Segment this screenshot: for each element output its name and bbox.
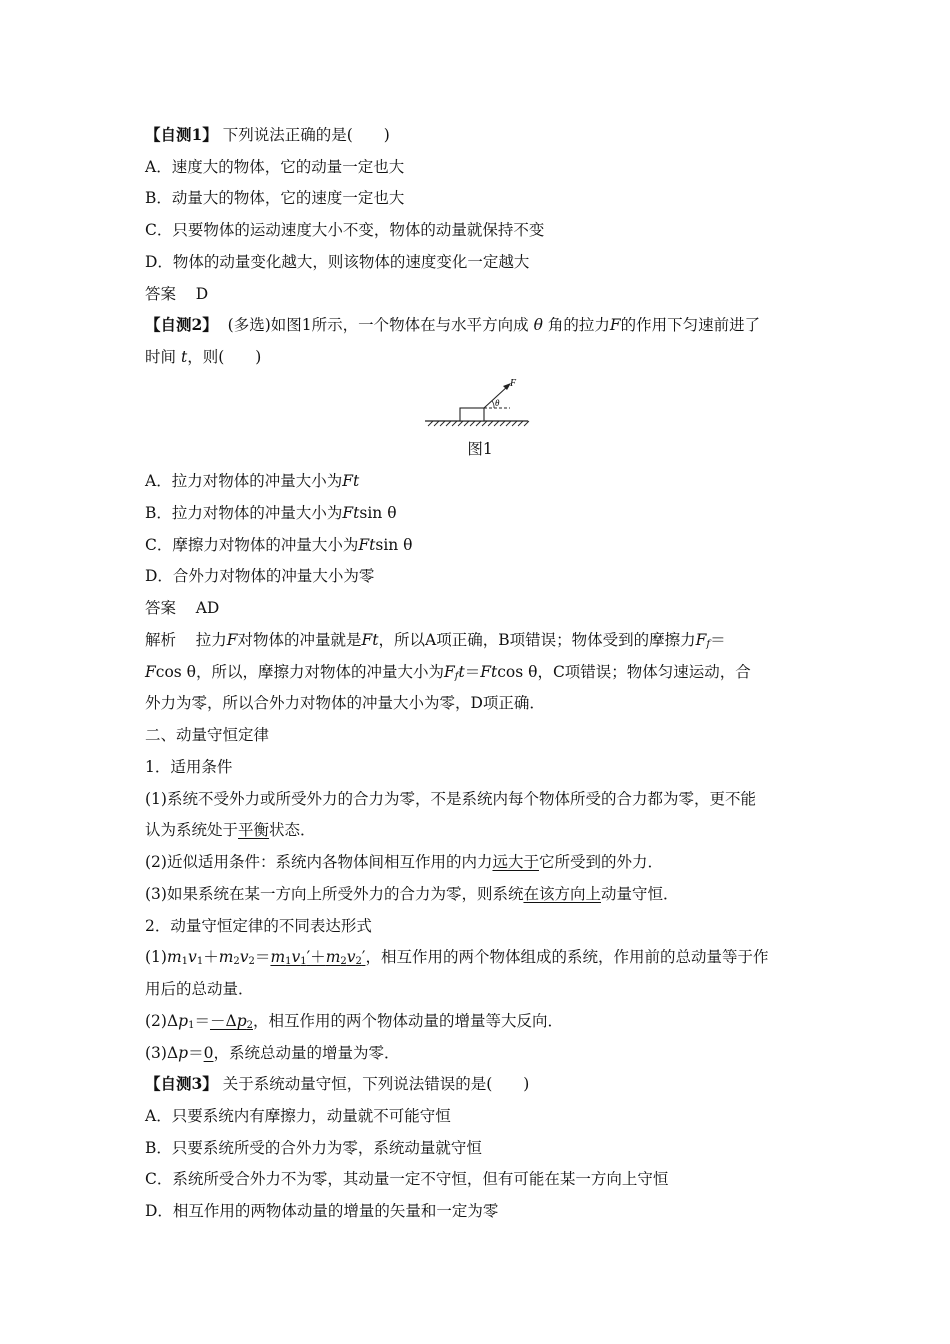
q2-stem-line-2 [145, 346, 810, 368]
q2-analysis-var: t [490, 663, 498, 681]
formula-subscript: 2 [246, 1020, 253, 1031]
q2-analysis-text: ＝ [464, 663, 481, 681]
formula-subscript: 1 [300, 956, 307, 967]
q1-answer-line [145, 283, 810, 305]
q2-theta: θ [533, 316, 543, 334]
q3-option-c: C．系统所受合外力不为零，其动量一定不守恒，但有可能在某一方向上守恒 [145, 1170, 669, 1188]
q3-option-a: A．只要系统内有摩擦力，动量就不可能守恒 [145, 1107, 451, 1125]
formula-var: p [178, 1012, 189, 1030]
condition-3 [145, 883, 810, 905]
formula-text: (3)Δ [145, 1044, 179, 1062]
q2-option-b-text: B．拉力对物体的冲量大小为 [145, 504, 343, 522]
q1-answer-label: 答案 [145, 285, 177, 303]
q2-option-a [145, 470, 810, 492]
q2-tag: 【自测2】 [145, 315, 218, 334]
q1-answer: D [195, 285, 209, 303]
condition-text: 认为系统处于 [145, 821, 239, 839]
condition-1-line-2 [145, 819, 810, 841]
formula-var: p [178, 1044, 189, 1062]
q2-analysis-var: F [145, 663, 156, 681]
formula-subscript: 1 [188, 1020, 195, 1031]
q3-option-d: D．相互作用的两物体动量的增量的矢量和一定为零 [145, 1202, 499, 1220]
formula-text: ＝ [254, 948, 271, 966]
condition-text: 状态． [269, 821, 316, 839]
formula-2-underlined-rhs [210, 1012, 253, 1030]
q2-time: t [180, 348, 188, 366]
formula-text: (1) [145, 948, 167, 966]
formula-text: ，相互作用的两个物体组成的系统，作用前的总动量等于作 [365, 948, 769, 966]
condition-underline: 远大于 [492, 853, 539, 871]
condition-text: (3)如果系统在某一方向上所受外力的合力为零，则系统 [145, 885, 524, 903]
q2-analysis-text: cos θ，所以，摩擦力对物体的冲量大小为 [155, 663, 444, 681]
formula-text: ′ [361, 948, 366, 966]
formula-var: v [346, 948, 356, 966]
condition-underline: 在该方向上 [523, 885, 601, 903]
formula-subscript: 2 [233, 956, 240, 967]
q2-option-b [145, 502, 810, 524]
q1-stem-line [145, 124, 810, 146]
subheading-2: 2．动量守恒定律的不同表达形式 [145, 917, 372, 935]
q2-analysis-var: Ft [361, 631, 379, 649]
formula-text: ＝ [188, 1044, 204, 1062]
q2-analysis-var: t [458, 663, 465, 681]
section-title: 二、动量守恒定律 [145, 726, 270, 744]
force-diagram [420, 374, 530, 434]
q3-stem-line [145, 1073, 810, 1095]
condition-underline: 平衡 [238, 821, 270, 839]
formula-var: v [239, 948, 249, 966]
q2-analysis-text: 拉力 [195, 631, 227, 649]
q2-stem-part: 的作用下匀速前进了 [620, 316, 761, 334]
formula-subscript: 2 [248, 956, 255, 967]
formula-1-line-1 [145, 946, 810, 968]
q2-option-d: D．合外力对物体的冲量大小为零 [145, 567, 375, 585]
q1-tag: 【自测1】 [145, 125, 218, 144]
figure-theta-label: θ [495, 398, 500, 408]
q1-option-b: B．动量大的物体，它的速度一定也大 [145, 189, 405, 207]
formula-subscript: 2 [355, 956, 362, 967]
q2-stem-part: 时间 [145, 348, 177, 366]
q2-analysis-label: 解析 [145, 631, 177, 649]
formula-2 [145, 1010, 810, 1032]
q2-analysis-text: ＝ [710, 631, 726, 649]
formula-var: m [270, 948, 286, 966]
formula-text: ，相互作用的两个物体动量的增量等大反向． [253, 1012, 564, 1030]
formula-text: ，系统总动量的增量为零． [213, 1044, 400, 1062]
formula-text: －Δ [209, 1012, 237, 1030]
figure-force-label: F [510, 378, 517, 389]
q1-option-a: A．速度大的物体，它的动量一定也大 [145, 158, 405, 176]
condition-1-line-1: (1)系统不受外力或所受外力的合力为零，不是系统内每个物体所受的合力都为零，更不能 [145, 790, 756, 808]
formula-3 [145, 1042, 810, 1064]
condition-text: 动量守恒． [600, 885, 679, 903]
formula-text: ′＋ [306, 948, 326, 966]
q2-option-c-expr: Ft [358, 536, 376, 554]
formula-underline: 0 [203, 1044, 214, 1062]
q2-option-c-text: C．摩擦力对物体的冲量大小为 [145, 536, 359, 554]
formula-1-line-2: 用后的总动量． [145, 980, 254, 998]
q2-analysis-var: F [695, 631, 707, 649]
q2-option-a-expr: Ft [342, 472, 360, 490]
q2-analysis-text: 对物体的冲量就是 [237, 631, 362, 649]
q2-stem-part: (多选)如图1所示，一个物体在与水平方向成 [227, 316, 529, 334]
ground-hatch [428, 421, 529, 426]
formula-subscript: 1 [196, 956, 204, 967]
formula-text: ＝ [194, 1012, 210, 1030]
q2-option-a-text: A．拉力对物体的冲量大小为 [145, 472, 343, 490]
q2-option-c [145, 534, 810, 556]
formula-subscript: 1 [181, 956, 189, 967]
condition-2 [145, 851, 810, 873]
q2-analysis-subscript: f [454, 671, 459, 682]
q2-answer-line [145, 597, 810, 619]
q2-answer: AD [195, 599, 220, 617]
q1-option-d: D．物体的动量变化越大，则该物体的速度变化一定越大 [145, 253, 530, 271]
formula-subscript: 2 [340, 956, 347, 967]
formula-var: v [291, 948, 301, 966]
formula-var: v [188, 948, 197, 966]
formula-1-underlined-rhs [270, 948, 365, 966]
q3-tag: 【自测3】 [145, 1074, 218, 1093]
q3-option-b: B．只要系统所受的合外力为零，系统动量就守恒 [145, 1139, 482, 1157]
formula-var: p [236, 1012, 247, 1030]
formula-subscript: 1 [285, 956, 292, 967]
q2-analysis-line-3: 外力为零，所以合外力对物体的冲量大小为零，D项正确． [145, 694, 545, 712]
q2-stem-part: ，则( ) [187, 348, 262, 366]
figure-caption: 图1 [467, 440, 493, 458]
condition-text: (2)近似适用条件：系统内各物体间相互作用的内力 [145, 853, 493, 871]
q1-option-c: C．只要物体的运动速度大小不变，物体的动量就保持不变 [145, 221, 545, 239]
formula-var: m [218, 948, 234, 966]
condition-text: 它所受到的外力． [538, 853, 663, 871]
q2-option-b-tail: sin θ [359, 504, 397, 522]
figure-1 [420, 374, 530, 434]
formula-var: m [325, 948, 341, 966]
formula-var: m [166, 948, 182, 966]
q2-analysis-var: F [480, 663, 491, 681]
formula-text: ＋ [203, 948, 219, 966]
q2-force: F [609, 316, 621, 334]
q2-option-c-tail: sin θ [375, 536, 413, 554]
angle-arc [492, 401, 494, 408]
q1-stem: 下列说法正确的是( ) [222, 126, 390, 144]
subheading-1: 1．适用条件 [145, 758, 233, 776]
q2-analysis-var: F [226, 631, 238, 649]
q2-answer-label: 答案 [145, 599, 177, 617]
block [460, 408, 484, 421]
q2-analysis-subscript: f [706, 639, 711, 650]
q2-stem-part: 角的拉力 [547, 316, 610, 334]
q2-analysis-line-1 [145, 629, 810, 651]
q2-stem-line [145, 314, 810, 336]
q3-stem: 关于系统动量守恒，下列说法错误的是( ) [222, 1075, 530, 1093]
q2-option-b-expr: Ft [342, 504, 360, 522]
q2-analysis-text: cos θ，C项错误；物体匀速运动，合 [497, 663, 751, 681]
q2-analysis-text: ，所以A项正确，B项错误；物体受到的摩擦力 [378, 631, 696, 649]
q2-analysis-line-2 [145, 661, 810, 683]
q2-analysis-var: F [444, 663, 455, 681]
formula-text: (2)Δ [145, 1012, 179, 1030]
